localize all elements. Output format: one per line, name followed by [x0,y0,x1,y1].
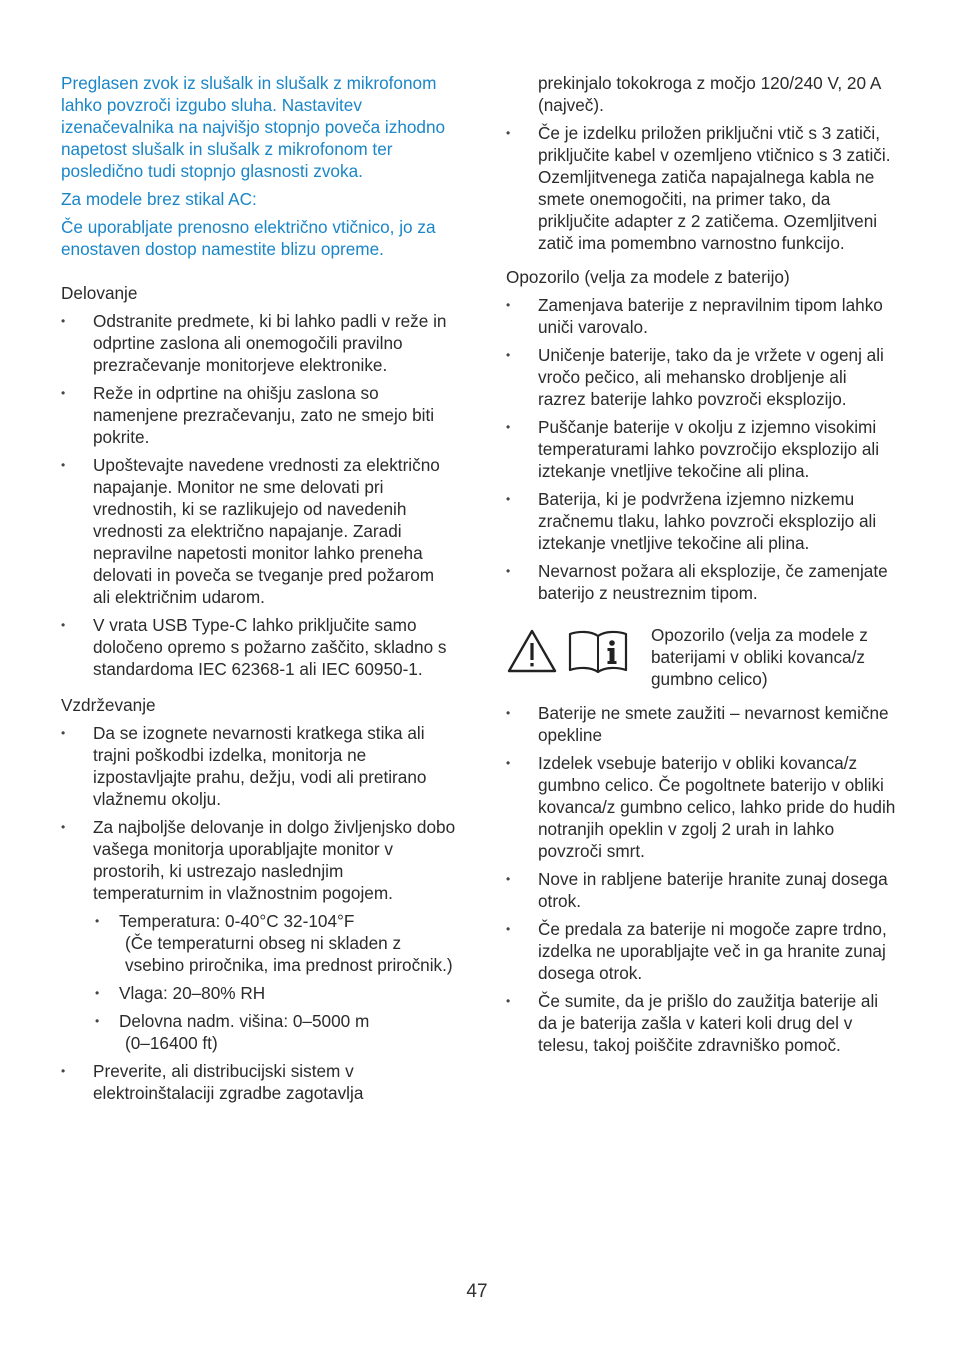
list-item: • Izdelek vsebuje baterijo v obliki kovanca/z gumbno celico. Če pogoltnete baterijo v obliki kovanca/z gumbno celico, lahko pride do hudih notranjih opeklin v zgolj 2 urah in lahko povzroči smrt. [506,752,898,862]
conditions-sublist [93,910,456,1054]
list-item: • V vrata USB Type-C lahko priključite samo določeno opremo s požarno zaščito, skladno s standardoma IEC 62368-1 ali IEC 60950-1. [61,614,456,680]
altitude-note: (0–16400 ft) [125,1033,218,1053]
sublist-item-altitude [93,1010,456,1054]
altitude-value: • Delovna nadm. višina: 0–5000 m [119,1011,370,1031]
battery-list [506,294,898,604]
sublist-item-humidity: • Vlaga: 20–80% RH [93,982,456,1004]
continued-text [506,72,898,116]
socket-note: Če uporabljate prenosno električno vtičnico, jo za enostaven dostop namestite blizu opreme. [61,217,436,259]
hearing-warning: Preglasen zvok iz slušalk in slušalk z mikrofonom lahko povzroči izgubo sluha. Nastavitev izenačevalnika na najvišjo stopnjo poveča izhodno napetost slušalk in slušalk z mikrofonom ter posledično tudi stopnjo glasnosti zvoka. [61,73,446,181]
list-item: • Če sumite, da je prišlo do zaužitja baterije ali da je baterija zašla v kateri koli drug del v telesu, takoj poiščite zdravniško pomoč. [506,990,898,1056]
warning-icons [506,624,651,674]
list-item [61,816,456,1054]
list-item: • Da se izognete nevarnosti kratkega stika ali trajni poškodbi izdelka, monitorja ne izpostavljajte prahu, dežju, vodi ali pretirano vlažnemu okolju. [61,722,456,810]
list-item: • Baterija, ki je podvržena izjemno nizkemu zračnemu tlaku, lahko povzroči eksplozijo ali iztekanje vnetljive tekočine ali plina. [506,488,898,554]
list-item: • Preverite, ali distribucijski sistem v elektroinštalaciji zgradbe zagotavlja [61,1060,456,1104]
continued-text-content: prekinjalo tokokroga z močjo 120/240 V, 20 A (največ). [538,73,881,115]
list-item: • Če predala za baterije ni mogoče zapre trdno, izdelka ne uporabljajte več in ga hranite zunaj dosega otrok. [506,918,898,984]
manual-info-icon [567,628,629,674]
section-heading-vzdrzevanje: Vzdrževanje [61,695,156,715]
list-item: • Upoštevajte navedene vrednosti za električno napajanje. Monitor ne sme delovati pri vrednostih, ki se razlikujejo od navedenih vrednosti za električno napajanje. Zaradi nepravilne napetosti monitor lahko preneha delovati in poveča se tveganje pred požarom ali električnim udarom. [61,454,456,608]
list-item: • Zamenjava baterije z nepravilnim tipom lahko uniči varovalo. [506,294,898,338]
temperature-note: (Če temperaturni obseg ni skladen z vsebino priročnika, ima prednost priročnik.) [125,933,453,975]
list-item: • Nevarnost požara ali eksplozije, če zamenjate baterijo z neustreznim tipom. [506,560,898,604]
conditions-text: • Za najboljše delovanje in dolgo življenjsko dobo vašega monitorja uporabljajte monitor v prostorih, ki ustrezajo naslednjim temperaturnim in vlažnostnim pogojem. [93,817,456,903]
warning-triangle-icon [506,628,558,674]
continuation-list [506,72,898,254]
right-column [506,72,898,1062]
list-item: • Puščanje baterije v okolju z izjemno visokimi temperaturami lahko povzročijo eksplozijo ali iztekanje vnetljive tekočine ali plina. [506,416,898,482]
coin-warning-title: Opozorilo (velja za modele z baterijami v obliki kovanca/z gumbno celico) [651,625,868,689]
left-column [61,72,456,1110]
list-item: • Baterije ne smete zaužiti – nevarnost kemične opekline [506,702,898,746]
temperature-value: • Temperatura: 0-40°C 32-104°F [119,911,355,931]
list-item: • Nove in rabljene baterije hranite zunaj dosega otrok. [506,868,898,912]
ac-models-note: Za modele brez stikal AC: [61,189,257,209]
page-number: 47 [466,1281,488,1302]
vzdrzevanje-list [61,722,456,1104]
section-heading-battery: Opozorilo (velja za modele z baterijo) [506,267,790,287]
coin-battery-warning [506,624,898,690]
list-item: • Reže in odprtine na ohišju zaslona so namenjene prezračevanju, zato ne smejo biti pokrite. [61,382,456,448]
sublist-item-temperature [93,910,456,976]
list-item: • Če je izdelku priložen priključni vtič s 3 zatiči, priključite kabel v ozemljeno vtičnico s 3 zatiči. Ozemljitvenega zatiča napajalnega kabla ne smete onemogočiti, na primer tako, da priključite adapter z 2 zatičema. Ozemljitveni zatič ima pomembno varnostno funkcijo. [506,122,898,254]
delovanje-list [61,310,456,680]
list-item: • Odstranite predmete, ki bi lahko padli v reže in odprtine zaslona ali onemogočili pravilno prezračevanje monitorjeve elektronike. [61,310,456,376]
list-item: • Uničenje baterije, tako da je vržete v ogenj ali vročo pečico, ali mehansko drobljenje ali razrez baterije lahko povzroči eksplozijo. [506,344,898,410]
coin-battery-list [506,702,898,1056]
section-heading-delovanje: Delovanje [61,283,138,303]
